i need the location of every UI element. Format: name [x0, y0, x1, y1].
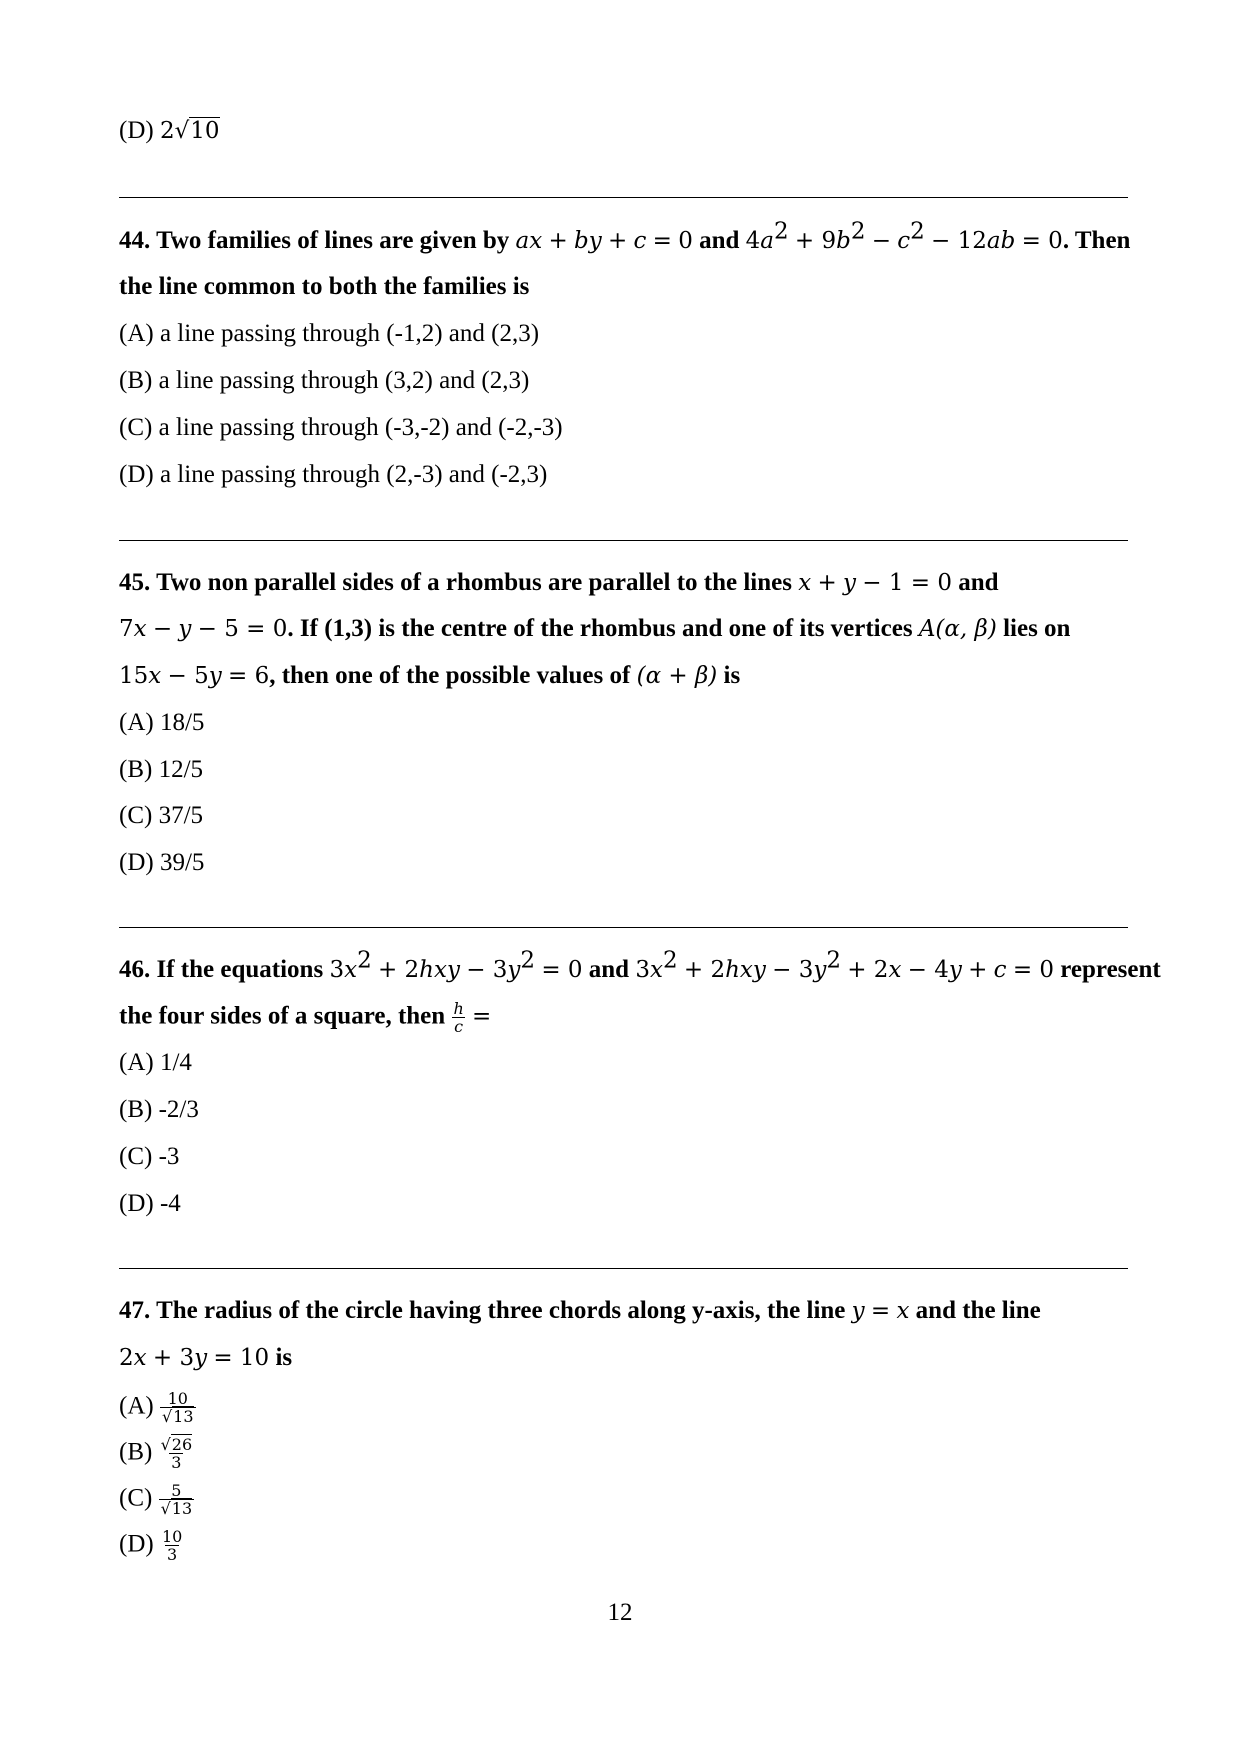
math: = — [870, 1298, 891, 1324]
separator-rule — [119, 1268, 1128, 1269]
radicand: 10 — [190, 118, 220, 144]
math: 15 — [119, 663, 149, 689]
option-label: (C) — [119, 1484, 153, 1512]
math: 2 — [520, 947, 536, 974]
question-46-stem-line-2 — [119, 1001, 491, 1035]
question-46-option-d: (D) -4 — [119, 1190, 181, 1217]
question-44-option-c: (C) a line passing through (-3,-2) and (-2,-3) — [119, 414, 563, 441]
math: 2 — [850, 218, 866, 245]
math: − 3 — [772, 957, 814, 983]
question-44-stem-line-1 — [119, 218, 1131, 256]
math: − 5 = 0 — [197, 616, 288, 642]
math: y — [842, 570, 856, 596]
question-text: If the equations — [156, 956, 324, 983]
math: − 3 — [466, 957, 508, 983]
question-46-option-b: (B) -2/3 — [119, 1096, 199, 1123]
math: ab — [986, 228, 1016, 254]
question-text: The radius of the circle having three chords along y-axis, the line — [156, 1297, 846, 1324]
math: = 10 — [213, 1345, 270, 1371]
math: 3 — [329, 957, 345, 983]
math: 7 — [119, 616, 134, 642]
math: y — [208, 663, 222, 689]
math: = 6 — [227, 663, 270, 689]
question-47-stem-line-2 — [119, 1343, 292, 1373]
square-root: √10 — [174, 118, 220, 144]
question-text: and — [588, 956, 630, 983]
question-47-stem-line-1 — [119, 1296, 1041, 1326]
math: 2 — [774, 218, 789, 245]
question-45-option-b: (B) 12/5 — [119, 756, 204, 783]
math: y — [851, 1298, 865, 1324]
math: = — [472, 1003, 492, 1030]
math: x — [896, 1298, 910, 1324]
question-text: Two families of lines are given by — [156, 227, 510, 254]
question-44-option-b: (B) a line passing through (3,2) and (2,3) — [119, 367, 530, 394]
math: x — [798, 570, 812, 596]
question-text: the four sides of a square, then — [119, 1002, 446, 1030]
coefficient: 2 — [159, 118, 175, 144]
question-text: Two non parallel sides of a rhombus are parallel to the lines — [156, 569, 792, 596]
math: 4 — [745, 228, 761, 254]
math: c — [993, 957, 1007, 983]
radicand: 26 — [171, 1435, 193, 1454]
math: − — [871, 228, 892, 254]
math: + 2 — [847, 957, 889, 983]
question-47-option-d — [119, 1529, 184, 1563]
math: 0 — [678, 228, 693, 254]
numerator: 5 — [171, 1481, 182, 1500]
math: x — [649, 957, 663, 983]
math: c — [897, 228, 911, 254]
math: a — [760, 228, 774, 254]
fraction — [160, 1529, 184, 1563]
option-label: (B) — [119, 1438, 153, 1466]
denominator: √13 — [160, 1499, 193, 1518]
math: = 0 — [1021, 228, 1063, 254]
math: = 0 — [1012, 957, 1055, 983]
question-45-option-d: (D) 39/5 — [119, 849, 205, 876]
question-number: 44. — [119, 227, 151, 254]
question-number: 46. — [119, 956, 151, 983]
question-text: and the line — [915, 1297, 1041, 1324]
separator-rule — [119, 540, 1128, 541]
question-46-option-a: (A) 1/4 — [119, 1049, 192, 1076]
math: hxy — [419, 957, 460, 983]
math: x — [344, 957, 358, 983]
question-text: and — [958, 569, 999, 596]
question-text: represent — [1060, 956, 1161, 983]
question-text: is — [275, 1344, 293, 1371]
question-45-stem-line-3 — [119, 661, 740, 691]
question-text: , then one of the possible values of — [269, 662, 631, 689]
question-text: lies on — [1003, 615, 1071, 642]
math: + — [817, 570, 837, 596]
math: − — [152, 616, 173, 642]
math: y — [507, 957, 521, 983]
math: A(α, β) — [918, 616, 997, 642]
math: + 3 — [152, 1345, 195, 1371]
question-47-option-c — [119, 1483, 194, 1517]
page-number: 12 — [607, 1599, 633, 1626]
question-44-option-d: (D) a line passing through (2,-3) and (-2,3) — [119, 461, 548, 488]
math: − 4 — [907, 957, 949, 983]
denominator: c — [454, 1017, 464, 1036]
math: (α + β) — [636, 663, 718, 689]
math: + — [548, 228, 568, 254]
fraction — [159, 1437, 195, 1471]
math: b — [836, 228, 851, 254]
previous-question-option-d — [119, 116, 220, 146]
math: ax — [515, 228, 543, 254]
question-text: . If (1,3) is the centre of the rhombus and one of its vertices — [287, 615, 913, 642]
math: − 5 — [167, 663, 209, 689]
option-label: (D) — [119, 1530, 154, 1558]
math: x — [148, 663, 162, 689]
denominator: 3 — [167, 1545, 178, 1564]
question-45-stem-line-2 — [119, 614, 1070, 644]
math: 2 — [662, 947, 678, 974]
radicand: 13 — [173, 1407, 194, 1426]
question-text: is — [723, 662, 741, 689]
math: + — [968, 957, 988, 983]
fraction — [160, 1391, 196, 1425]
numerator: h — [453, 999, 464, 1018]
separator-rule — [119, 197, 1128, 198]
math: + — [607, 228, 628, 254]
math: − 12 — [931, 228, 987, 254]
math: y — [178, 616, 192, 642]
math: + 2 — [683, 957, 726, 983]
math: + 2 — [377, 957, 420, 983]
math: x — [133, 616, 147, 642]
math: − 1 = 0 — [862, 570, 952, 596]
math: by — [574, 228, 602, 254]
numerator: √26 — [160, 1435, 193, 1454]
question-46-stem-line-1 — [119, 947, 1161, 985]
fraction — [451, 1001, 465, 1035]
question-47-option-a — [119, 1391, 196, 1425]
question-44-stem-line-2: the line common to both the families is — [119, 273, 530, 300]
question-number: 47. — [119, 1297, 151, 1324]
question-text: and — [699, 227, 740, 254]
math: + 9 — [794, 228, 837, 254]
math: = — [652, 228, 672, 254]
denominator: 3 — [171, 1453, 182, 1472]
numerator: 10 — [161, 1527, 183, 1546]
math: y — [948, 957, 962, 983]
math: = 0 — [541, 957, 583, 983]
question-45-option-c: (C) 37/5 — [119, 802, 204, 829]
math: x — [133, 1345, 147, 1371]
math: 2 — [119, 1345, 134, 1371]
math: 3 — [635, 957, 650, 983]
denominator: √13 — [161, 1407, 194, 1426]
question-number: 45. — [119, 569, 151, 596]
math: y — [194, 1345, 208, 1371]
question-text: . Then — [1062, 227, 1131, 254]
math: y — [813, 957, 827, 983]
separator-rule — [119, 927, 1128, 928]
question-44-option-a: (A) a line passing through (-1,2) and (2,3) — [119, 320, 540, 347]
question-45-option-a: (A) 18/5 — [119, 709, 205, 736]
numerator: 10 — [167, 1389, 188, 1408]
radicand: 13 — [171, 1499, 193, 1518]
math: hxy — [725, 957, 766, 983]
fraction — [159, 1483, 195, 1517]
math: c — [633, 228, 647, 254]
math: x — [888, 957, 902, 983]
question-45-stem-line-1 — [119, 568, 999, 598]
question-46-option-c: (C) -3 — [119, 1143, 180, 1170]
option-label: (A) — [119, 1392, 154, 1420]
math: 2 — [357, 947, 372, 974]
question-47-option-b — [119, 1437, 194, 1471]
option-label: (D) — [119, 117, 154, 144]
math: 2 — [826, 947, 841, 974]
math: 2 — [910, 218, 925, 245]
